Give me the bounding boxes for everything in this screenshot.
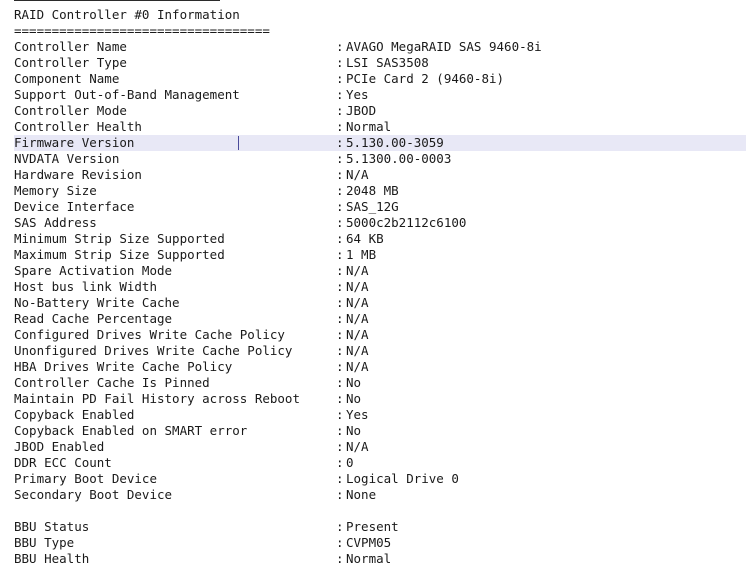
- info-row[interactable]: [14, 487, 746, 503]
- info-row-separator: :: [336, 487, 344, 502]
- info-row-value: Logical Drive 0: [346, 471, 459, 486]
- info-row-label: Memory Size: [14, 183, 97, 198]
- info-row-label: Read Cache Percentage: [14, 311, 173, 326]
- info-row[interactable]: [14, 311, 746, 327]
- info-row-separator: :: [336, 551, 344, 566]
- info-row-separator: :: [336, 295, 344, 310]
- info-row-value: No: [346, 391, 362, 406]
- info-row[interactable]: [14, 391, 746, 407]
- info-row-separator: :: [336, 455, 344, 470]
- info-row-separator: :: [336, 231, 344, 246]
- info-row[interactable]: [14, 199, 746, 215]
- info-row-value: N/A: [346, 311, 369, 326]
- info-row-separator: :: [336, 423, 344, 438]
- info-row-separator: :: [336, 151, 344, 166]
- info-row-value: N/A: [346, 167, 369, 182]
- info-row[interactable]: [14, 183, 746, 199]
- info-row-label: Primary Boot Device: [14, 471, 157, 486]
- info-row-separator: :: [336, 375, 344, 390]
- info-row[interactable]: [14, 247, 746, 263]
- info-row-label: BBU Status: [14, 519, 90, 534]
- terminal-content: [14, 7, 746, 567]
- info-row-label: SAS Address: [14, 215, 97, 230]
- info-row-separator: :: [336, 359, 344, 374]
- info-row-separator: :: [336, 215, 344, 230]
- info-row-value: PCIe Card 2 (9460-8i): [346, 71, 505, 86]
- info-row[interactable]: [14, 39, 746, 55]
- info-row-label: Support Out-of-Band Management: [14, 87, 240, 102]
- info-row-separator: :: [336, 407, 344, 422]
- info-row[interactable]: [14, 119, 746, 135]
- title-underline: ==================================: [14, 23, 270, 38]
- controller-info-list: [14, 39, 746, 503]
- info-row-label: HBA Drives Write Cache Policy: [14, 359, 233, 374]
- info-row-separator: :: [336, 279, 344, 294]
- info-row-label: Spare Activation Mode: [14, 263, 173, 278]
- info-row[interactable]: [14, 471, 746, 487]
- info-row-separator: :: [336, 343, 344, 358]
- info-row-value: 5.1300.00-0003: [346, 151, 452, 166]
- info-row[interactable]: [14, 167, 746, 183]
- info-row[interactable]: [14, 55, 746, 71]
- info-row[interactable]: [14, 359, 746, 375]
- info-row-label: Component Name: [14, 71, 120, 86]
- info-row-separator: :: [336, 71, 344, 86]
- info-row[interactable]: [14, 151, 746, 167]
- info-row-label: DDR ECC Count: [14, 455, 112, 470]
- info-row-separator: :: [336, 39, 344, 54]
- info-row-value: LSI SAS3508: [346, 55, 429, 70]
- info-row-separator: :: [336, 519, 344, 534]
- info-row[interactable]: [14, 535, 746, 551]
- info-row-value: 5000c2b2112c6100: [346, 215, 467, 230]
- info-row-value: 5.130.00-3059: [346, 135, 444, 150]
- info-row-value: Normal: [346, 551, 392, 566]
- info-row-label: Minimum Strip Size Supported: [14, 231, 225, 246]
- info-row-separator: :: [336, 535, 344, 550]
- info-row-label: Controller Mode: [14, 103, 127, 118]
- info-row-separator: :: [336, 87, 344, 102]
- info-row-label: Maximum Strip Size Supported: [14, 247, 225, 262]
- info-row[interactable]: [14, 343, 746, 359]
- info-row-value: N/A: [346, 359, 369, 374]
- info-row-separator: :: [336, 391, 344, 406]
- info-row-value: Present: [346, 519, 399, 534]
- info-row-value: Yes: [346, 407, 369, 422]
- info-row[interactable]: [14, 263, 746, 279]
- info-row-value: 64 KB: [346, 231, 384, 246]
- info-row-label: No-Battery Write Cache: [14, 295, 180, 310]
- info-row[interactable]: [14, 87, 746, 103]
- info-row-label: Controller Type: [14, 55, 127, 70]
- info-row[interactable]: [14, 215, 746, 231]
- info-row-separator: :: [336, 247, 344, 262]
- info-row-value: N/A: [346, 279, 369, 294]
- info-row-value: CVPM05: [346, 535, 392, 550]
- info-row-separator: :: [336, 103, 344, 118]
- info-row-separator: :: [336, 135, 344, 150]
- info-row-separator: :: [336, 167, 344, 182]
- info-row[interactable]: [14, 455, 746, 471]
- info-row[interactable]: [14, 231, 746, 247]
- info-row-separator: :: [336, 327, 344, 342]
- info-row-value: 1 MB: [346, 247, 377, 262]
- info-row-value: None: [346, 487, 377, 502]
- info-row-separator: :: [336, 439, 344, 454]
- info-row-label: Device Interface: [14, 199, 135, 214]
- info-row-label: Hardware Revision: [14, 167, 142, 182]
- section-spacer: [14, 503, 746, 519]
- info-row-label: Controller Name: [14, 39, 127, 54]
- top-divider: [14, 0, 220, 1]
- info-row-value: AVAGO MegaRAID SAS 9460-8i: [346, 39, 542, 54]
- page-title: RAID Controller #0 Information: [14, 7, 240, 22]
- info-row-separator: :: [336, 263, 344, 278]
- info-row-value: N/A: [346, 439, 369, 454]
- info-row-value: 0: [346, 455, 354, 470]
- info-row-label: Firmware Version: [14, 135, 135, 150]
- info-row-label: Maintain PD Fail History across Reboot: [14, 391, 300, 406]
- info-row-label: Secondary Boot Device: [14, 487, 173, 502]
- info-row-separator: :: [336, 183, 344, 198]
- info-row[interactable]: [14, 551, 746, 567]
- info-row-value: N/A: [346, 327, 369, 342]
- info-row[interactable]: [14, 327, 746, 343]
- info-row-value: JBOD: [346, 103, 377, 118]
- info-row[interactable]: [14, 423, 746, 439]
- info-row-label: Copyback Enabled on SMART error: [14, 423, 248, 438]
- info-row-value: SAS_12G: [346, 199, 399, 214]
- info-row-label: Host bus link Width: [14, 279, 157, 294]
- info-row[interactable]: [14, 71, 746, 87]
- info-row[interactable]: [14, 135, 746, 151]
- info-row-value: Normal: [346, 119, 392, 134]
- info-row-label: NVDATA Version: [14, 151, 120, 166]
- info-row-value: No: [346, 423, 362, 438]
- info-row[interactable]: [14, 103, 746, 119]
- info-row[interactable]: [14, 439, 746, 455]
- info-row-label: Configured Drives Write Cache Policy: [14, 327, 285, 342]
- info-row-separator: :: [336, 55, 344, 70]
- info-row[interactable]: [14, 407, 746, 423]
- info-row[interactable]: [14, 279, 746, 295]
- info-row[interactable]: [14, 519, 746, 535]
- info-row-label: Controller Health: [14, 119, 142, 134]
- info-row-label: JBOD Enabled: [14, 439, 105, 454]
- info-row-value: N/A: [346, 263, 369, 278]
- info-row-value: N/A: [346, 343, 369, 358]
- info-row-label: Unonfigured Drives Write Cache Policy: [14, 343, 293, 358]
- text-cursor: [238, 136, 239, 150]
- info-row-value: No: [346, 375, 362, 390]
- info-row-value: N/A: [346, 295, 369, 310]
- info-row-value: 2048 MB: [346, 183, 399, 198]
- info-row-label: Copyback Enabled: [14, 407, 135, 422]
- info-row[interactable]: [14, 375, 746, 391]
- info-row-label: BBU Health: [14, 551, 90, 566]
- bbu-info-list: [14, 519, 746, 567]
- info-row-label: Controller Cache Is Pinned: [14, 375, 210, 390]
- info-row-separator: :: [336, 119, 344, 134]
- info-row-separator: :: [336, 199, 344, 214]
- info-row-separator: :: [336, 471, 344, 486]
- info-row[interactable]: [14, 295, 746, 311]
- info-row-value: Yes: [346, 87, 369, 102]
- info-row-separator: :: [336, 311, 344, 326]
- info-row-label: BBU Type: [14, 535, 75, 550]
